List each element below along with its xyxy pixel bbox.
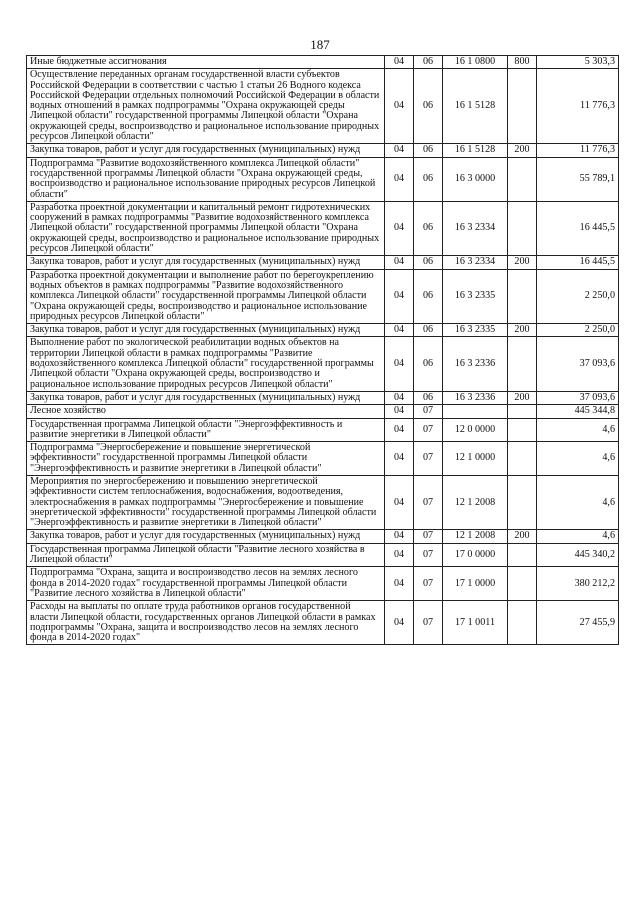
section-code-cell: 04 xyxy=(385,256,414,269)
subsection-code-cell: 06 xyxy=(414,269,443,323)
subsection-code-cell: 06 xyxy=(414,391,443,404)
amount-cell: 16 445,5 xyxy=(537,201,619,255)
target-article-cell: 16 3 2335 xyxy=(443,269,508,323)
section-code-cell: 04 xyxy=(385,144,414,157)
amount-cell: 55 789,1 xyxy=(537,157,619,201)
section-code-cell: 04 xyxy=(385,601,414,645)
expense-type-cell xyxy=(508,475,537,529)
page-number: 187 xyxy=(310,37,330,52)
row-name-cell: Государственная программа Липецкой области "Энергоэффективность и развитие энергетики в Липецкой области" xyxy=(27,418,385,442)
target-article-cell: 17 1 0011 xyxy=(443,601,508,645)
section-code-cell: 04 xyxy=(385,543,414,567)
expense-type-cell xyxy=(508,601,537,645)
amount-cell: 445 340,2 xyxy=(537,543,619,567)
expense-type-cell xyxy=(508,405,537,418)
amount-cell: 11 776,3 xyxy=(537,69,619,144)
section-code-cell: 04 xyxy=(385,567,414,601)
table-row xyxy=(27,530,619,543)
amount-cell: 37 093,6 xyxy=(537,337,619,391)
row-name-cell: Разработка проектной документации и капитальный ремонт гидротехнических сооружений в рамках подпрограммы "Развитие водохозяйственного комплекса Липецкой области" государственной программы Липецкой области "Охрана окружающей среды, воспроизводство и рациональное использование природных ресурсов Липецкой области" xyxy=(27,201,385,255)
row-name-cell: Закупка товаров, работ и услуг для государственных (муниципальных) нужд xyxy=(27,256,385,269)
expense-type-cell: 200 xyxy=(508,324,537,337)
subsection-code-cell: 06 xyxy=(414,201,443,255)
table-row xyxy=(27,144,619,157)
table-row xyxy=(27,201,619,255)
row-name-cell: Закупка товаров, работ и услуг для государственных (муниципальных) нужд xyxy=(27,144,385,157)
amount-cell: 380 212,2 xyxy=(537,567,619,601)
target-article-cell: 16 1 5128 xyxy=(443,144,508,157)
table-row xyxy=(27,157,619,201)
table-row xyxy=(27,442,619,476)
section-code-cell: 04 xyxy=(385,69,414,144)
row-name-cell: Иные бюджетные ассигнования xyxy=(27,56,385,69)
section-code-cell: 04 xyxy=(385,391,414,404)
row-name-cell: Лесное хозяйство xyxy=(27,405,385,418)
section-code-cell: 04 xyxy=(385,530,414,543)
subsection-code-cell: 07 xyxy=(414,475,443,529)
expense-type-cell xyxy=(508,201,537,255)
expense-type-cell xyxy=(508,418,537,442)
target-article-cell: 16 3 0000 xyxy=(443,157,508,201)
amount-cell: 2 250,0 xyxy=(537,324,619,337)
expense-type-cell xyxy=(508,567,537,601)
target-article-cell: 17 0 0000 xyxy=(443,543,508,567)
subsection-code-cell: 06 xyxy=(414,256,443,269)
expense-type-cell: 200 xyxy=(508,391,537,404)
row-name-cell: Государственная программа Липецкой области "Развитие лесного хозяйства в Липецкой области" xyxy=(27,543,385,567)
target-article-cell: 12 0 0000 xyxy=(443,418,508,442)
subsection-code-cell: 06 xyxy=(414,324,443,337)
table-row xyxy=(27,543,619,567)
target-article-cell: 12 1 2008 xyxy=(443,475,508,529)
expense-type-cell: 200 xyxy=(508,530,537,543)
row-name-cell: Осуществление переданных органам государственной власти субъектов Российской Федерации в соответствии с частью 1 статьи 26 Водного кодекса Российской Федерации отдельных полномочий Российской Федерации в области водных отношений в рамках подпрограммы "Охрана окружающей среды Липецкой области" государственной программы Липецкой области "Охрана окружающей среды, воспроизводство и рациональное использование природных ресурсов Липецкой области" xyxy=(27,69,385,144)
section-code-cell: 04 xyxy=(385,418,414,442)
target-article-cell: 16 1 0800 xyxy=(443,56,508,69)
subsection-code-cell: 06 xyxy=(414,157,443,201)
amount-cell: 4,6 xyxy=(537,442,619,476)
target-article-cell: 16 3 2336 xyxy=(443,337,508,391)
expense-type-cell: 800 xyxy=(508,56,537,69)
table-row xyxy=(27,391,619,404)
section-code-cell: 04 xyxy=(385,475,414,529)
table-row xyxy=(27,475,619,529)
subsection-code-cell: 06 xyxy=(414,69,443,144)
target-article-cell: 16 3 2336 xyxy=(443,391,508,404)
row-name-cell: Мероприятия по энергосбережению и повышению энергетической эффективности систем теплоснабжения, водоснабжения, водоотведения, электроснабжения в рамках подпрограммы "Энергосбережение и повышение энергетической эффективности" государственной программы Липецкой области "Энергоэффективность и развитие энергетики в Липецкой области" xyxy=(27,475,385,529)
amount-cell: 5 303,3 xyxy=(537,56,619,69)
table-row xyxy=(27,418,619,442)
table-row xyxy=(27,69,619,144)
table-row xyxy=(27,601,619,645)
subsection-code-cell: 07 xyxy=(414,567,443,601)
section-code-cell: 04 xyxy=(385,405,414,418)
section-code-cell: 04 xyxy=(385,324,414,337)
amount-cell: 2 250,0 xyxy=(537,269,619,323)
row-name-cell: Закупка товаров, работ и услуг для государственных (муниципальных) нужд xyxy=(27,530,385,543)
amount-cell: 4,6 xyxy=(537,530,619,543)
table-row xyxy=(27,269,619,323)
subsection-code-cell: 06 xyxy=(414,56,443,69)
budget-table-body xyxy=(27,56,619,645)
expense-type-cell: 200 xyxy=(508,144,537,157)
amount-cell: 37 093,6 xyxy=(537,391,619,404)
expense-type-cell xyxy=(508,337,537,391)
row-name-cell: Подпрограмма "Развитие водохозяйственного комплекса Липецкой области" государственной программы Липецкой области "Охрана окружающей среды, воспроизводство и рациональное использование природных ресурсов Липецкой области" xyxy=(27,157,385,201)
subsection-code-cell: 06 xyxy=(414,144,443,157)
table-row xyxy=(27,56,619,69)
target-article-cell: 17 1 0000 xyxy=(443,567,508,601)
amount-cell: 4,6 xyxy=(537,475,619,529)
target-article-cell: 12 1 0000 xyxy=(443,442,508,476)
expense-type-cell: 200 xyxy=(508,256,537,269)
section-code-cell: 04 xyxy=(385,56,414,69)
subsection-code-cell: 07 xyxy=(414,442,443,476)
expense-type-cell xyxy=(508,157,537,201)
expense-type-cell xyxy=(508,543,537,567)
row-name-cell: Закупка товаров, работ и услуг для государственных (муниципальных) нужд xyxy=(27,391,385,404)
target-article-cell: 12 1 2008 xyxy=(443,530,508,543)
amount-cell: 16 445,5 xyxy=(537,256,619,269)
subsection-code-cell: 07 xyxy=(414,405,443,418)
amount-cell: 4,6 xyxy=(537,418,619,442)
subsection-code-cell: 06 xyxy=(414,337,443,391)
amount-cell: 27 455,9 xyxy=(537,601,619,645)
row-name-cell: Разработка проектной документации и выполнение работ по берегоукреплению водных объектов в рамках подпрограммы "Развитие водохозяйственного комплекса Липецкой области" государственной программы Липецкой области "Охрана окружающей среды, воспроизводство и рациональное использование природных ресурсов Липецкой области" xyxy=(27,269,385,323)
table-row xyxy=(27,256,619,269)
target-article-cell: 16 3 2334 xyxy=(443,256,508,269)
budget-table xyxy=(26,55,619,645)
section-code-cell: 04 xyxy=(385,442,414,476)
subsection-code-cell: 07 xyxy=(414,530,443,543)
subsection-code-cell: 07 xyxy=(414,418,443,442)
section-code-cell: 04 xyxy=(385,201,414,255)
target-article-cell: 16 1 5128 xyxy=(443,69,508,144)
section-code-cell: 04 xyxy=(385,157,414,201)
target-article-cell xyxy=(443,405,508,418)
amount-cell: 445 344,8 xyxy=(537,405,619,418)
target-article-cell: 16 3 2335 xyxy=(443,324,508,337)
table-row xyxy=(27,324,619,337)
subsection-code-cell: 07 xyxy=(414,601,443,645)
row-name-cell: Подпрограмма "Энергосбережение и повышение энергетической эффективности" государственной программы Липецкой области "Энергоэффективность и развитие энергетики в Липецкой области" xyxy=(27,442,385,476)
section-code-cell: 04 xyxy=(385,337,414,391)
row-name-cell: Расходы на выплаты по оплате труда работников органов государственной власти Липецкой области, государственных органов Липецкой области в рамках подпрограммы "Охрана, защита и воспроизводство лесов на землях лесного фонда в 2014-2020 годах" xyxy=(27,601,385,645)
table-row xyxy=(27,337,619,391)
row-name-cell: Выполнение работ по экологической реабилитации водных объектов на территории Липецкой области в рамках подпрограммы "Развитие водохозяйственного комплекса Липецкой области" государственной программы Липецкой области "Охрана окружающей среды, воспроизводство и рациональное использование природных ресурсов Липецкой области" xyxy=(27,337,385,391)
amount-cell: 11 776,3 xyxy=(537,144,619,157)
expense-type-cell xyxy=(508,69,537,144)
table-row xyxy=(27,567,619,601)
subsection-code-cell: 07 xyxy=(414,543,443,567)
target-article-cell: 16 3 2334 xyxy=(443,201,508,255)
row-name-cell: Закупка товаров, работ и услуг для государственных (муниципальных) нужд xyxy=(27,324,385,337)
table-row xyxy=(27,405,619,418)
row-name-cell: Подпрограмма "Охрана, защита и воспроизводство лесов на землях лесного фонда в 2014-2020 годах" государственной программы Липецкой области "Развитие лесного хозяйства в Липецкой области" xyxy=(27,567,385,601)
expense-type-cell xyxy=(508,442,537,476)
section-code-cell: 04 xyxy=(385,269,414,323)
expense-type-cell xyxy=(508,269,537,323)
